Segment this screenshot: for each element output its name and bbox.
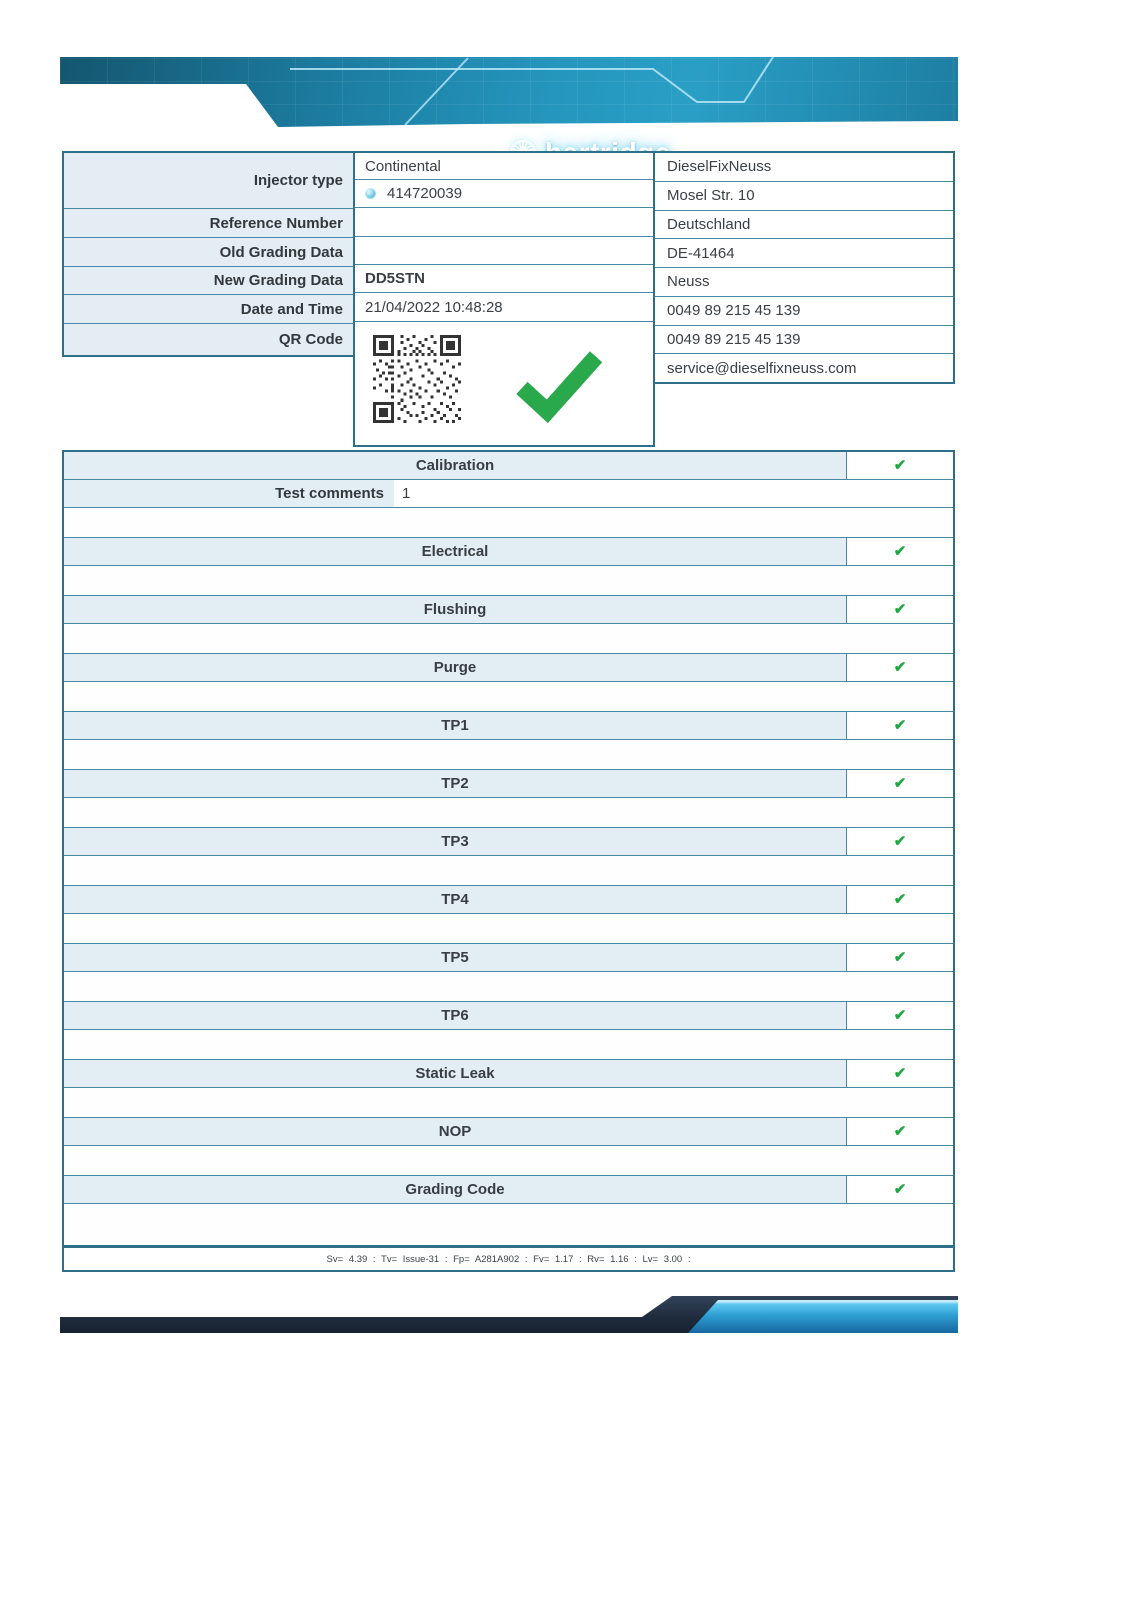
status-check-icon: ✔ xyxy=(893,1007,907,1024)
section-title: NOP xyxy=(64,1118,846,1145)
section-row-flushing xyxy=(64,596,953,624)
section-row-tp4 xyxy=(64,886,953,914)
spacer-row xyxy=(64,1146,953,1176)
status-cell xyxy=(846,712,953,739)
injector-type-value: Continental xyxy=(355,153,653,180)
pass-checkmark-icon xyxy=(509,347,609,425)
injector-type-label: Injector type xyxy=(64,153,353,209)
spacer-row xyxy=(64,740,953,770)
old-grading-data-value xyxy=(355,237,653,265)
injector-serial-row xyxy=(355,180,653,208)
status-cell xyxy=(846,770,953,797)
status-cell xyxy=(846,1176,953,1203)
section-row-tp1 xyxy=(64,712,953,740)
qr-code-label: QR Code xyxy=(278,331,343,348)
status-check-icon: ✔ xyxy=(893,891,907,908)
serial-bullet-icon xyxy=(365,188,376,199)
section-title: TP1 xyxy=(64,712,846,739)
status-check-icon: ✔ xyxy=(893,1065,907,1082)
workshop-postcode: DE-41464 xyxy=(655,239,953,268)
status-check-icon: ✔ xyxy=(893,717,907,734)
version-footer: Sv= 4.39 : Tv= Issue-31 : Fp= A281A902 : Fv= 1.17 : Rv= 1.16 : Lv= 3.00 : xyxy=(326,1253,691,1265)
section-row-nop xyxy=(64,1118,953,1146)
status-cell xyxy=(846,538,953,565)
status-cell xyxy=(846,886,953,913)
test-results-table xyxy=(62,450,955,1272)
date-and-time-label: Date and Time xyxy=(64,295,353,324)
section-title: Electrical xyxy=(64,538,846,565)
injector-serial-value: 414720039 xyxy=(387,185,463,202)
footer-banner xyxy=(60,1294,958,1336)
section-title: Grading Code xyxy=(64,1176,846,1203)
qr-display-cell xyxy=(355,322,653,445)
status-cell xyxy=(846,654,953,681)
section-row-tp3 xyxy=(64,828,953,856)
test-comments-label: Test comments xyxy=(64,480,394,507)
section-title: TP5 xyxy=(64,944,846,971)
section-row-tp6 xyxy=(64,1002,953,1030)
status-cell xyxy=(846,1002,953,1029)
banner-background-shape xyxy=(60,55,958,128)
reference-number-label: Reference Number xyxy=(64,209,353,238)
spacer-row xyxy=(64,972,953,1002)
section-row-electrical xyxy=(64,538,953,566)
spacer-row xyxy=(64,914,953,944)
section-title: Calibration xyxy=(64,452,846,479)
test-comments-value: 1 xyxy=(402,485,411,502)
reference-number-value xyxy=(355,208,653,237)
status-cell xyxy=(846,596,953,623)
header-banner xyxy=(60,55,958,128)
section-title: TP4 xyxy=(64,886,846,913)
status-check-icon: ✔ xyxy=(893,659,907,676)
workshop-fax: 0049 89 215 45 139 xyxy=(655,326,953,355)
spacer-row xyxy=(64,566,953,596)
section-row-tp5 xyxy=(64,944,953,972)
section-title: TP3 xyxy=(64,828,846,855)
qr-code-image xyxy=(373,335,461,423)
date-and-time-value: 21/04/2022 10:48:28 xyxy=(355,293,653,322)
spacer-row xyxy=(64,682,953,712)
spacer-row xyxy=(64,856,953,886)
section-row-calibration xyxy=(64,452,953,480)
status-check-icon: ✔ xyxy=(893,601,907,618)
section-row-static-leak xyxy=(64,1060,953,1088)
status-check-icon: ✔ xyxy=(893,457,907,474)
workshop-phone: 0049 89 215 45 139 xyxy=(655,297,953,326)
section-title: TP2 xyxy=(64,770,846,797)
status-check-icon: ✔ xyxy=(893,1181,907,1198)
spacer-row xyxy=(64,508,953,538)
new-grading-data-label: New Grading Data xyxy=(64,267,353,295)
status-cell xyxy=(846,828,953,855)
workshop-name: DieselFixNeuss xyxy=(655,153,953,182)
footer-banner-blue-accent xyxy=(688,1300,958,1333)
section-title: Purge xyxy=(64,654,846,681)
workshop-country: Deutschland xyxy=(655,211,953,240)
section-row-tp2 xyxy=(64,770,953,798)
status-cell xyxy=(846,1118,953,1145)
workshop-city: Neuss xyxy=(655,268,953,297)
status-check-icon: ✔ xyxy=(893,949,907,966)
section-title: TP6 xyxy=(64,1002,846,1029)
test-comments-row xyxy=(64,480,953,508)
old-grading-data-label: Old Grading Data xyxy=(64,238,353,267)
spacer-row xyxy=(64,1204,953,1248)
status-check-icon: ✔ xyxy=(893,833,907,850)
injector-values-column xyxy=(353,151,655,447)
status-cell xyxy=(846,452,953,479)
section-title: Static Leak xyxy=(64,1060,846,1087)
status-cell xyxy=(846,1060,953,1087)
spacer-row xyxy=(64,798,953,828)
status-check-icon: ✔ xyxy=(893,775,907,792)
spacer-row xyxy=(64,1088,953,1118)
workshop-street: Mosel Str. 10 xyxy=(655,182,953,211)
section-title: Flushing xyxy=(64,596,846,623)
status-check-icon: ✔ xyxy=(893,1123,907,1140)
spacer-row xyxy=(64,1030,953,1060)
workshop-email: service@dieselfixneuss.com xyxy=(667,359,857,377)
status-check-icon: ✔ xyxy=(893,543,907,560)
injector-labels-column xyxy=(62,151,355,357)
spacer-row xyxy=(64,624,953,654)
status-cell xyxy=(846,944,953,971)
section-row-grading-code xyxy=(64,1176,953,1204)
section-row-purge xyxy=(64,654,953,682)
new-grading-data-value: DD5STN xyxy=(355,265,653,293)
workshop-info-column xyxy=(653,151,955,384)
